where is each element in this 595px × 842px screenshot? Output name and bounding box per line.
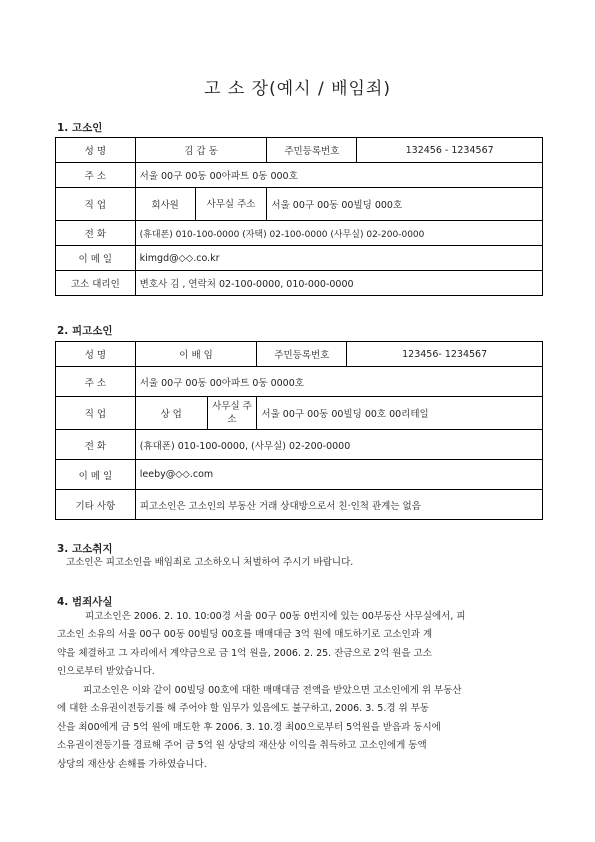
purpose-text: 고소인은 피고소인을 배임죄로 고소하오니 처벌하여 주시기 바랍니다.	[66, 557, 354, 568]
accused-name: 이 배 임	[135, 342, 257, 367]
facts-line: 에 대한 소유권이전등기를 해 주어야 할 임무가 있음에도 불구하고, 2006. 3. 5.경 위 부동	[57, 703, 430, 715]
address-label: 주 소	[56, 367, 136, 397]
agent-label: 고소 대리인	[56, 271, 136, 296]
phone-label: 전 화	[56, 221, 136, 246]
accused-office-address: 서울 00구 00동 00빌딩 00호 00리테일	[257, 397, 543, 430]
job-label: 직 업	[56, 397, 136, 430]
accused-phone: (휴대폰) 010-100-0000, (사무실) 02-200-0000	[135, 430, 542, 460]
facts-line: 약을 체결하고 그 자리에서 계약금으로 금 1억 원을, 2006. 2. 25. 잔금으로 2억 원을 고소	[57, 647, 432, 659]
complainant-address: 서울 00구 00동 00아파트 0동 000호	[135, 163, 542, 188]
accused-job: 상 업	[135, 397, 207, 430]
office-address-label: 사무실 주소	[195, 188, 267, 221]
complainant-phone: (휴대폰) 010-100-0000 (자택) 02-100-0000 (사무실) 02-200-0000	[135, 221, 542, 246]
job-label: 직 업	[56, 188, 136, 221]
complainant-name: 김 갑 동	[135, 138, 267, 163]
rrn-label: 주민등록번호	[267, 138, 357, 163]
facts-line: 인으로부터 받았습니다.	[57, 666, 155, 678]
facts-line: 피고소인은 2006. 2. 10. 10:00경 서울 00구 00동 0번지에 있는 00부동산 사무실에서, 피	[85, 611, 466, 622]
complainant-agent: 변호사 김 , 연락처 02-100-0000, 010-000-0000	[135, 271, 542, 296]
accused-email: leeby@◇◇.com	[135, 460, 542, 490]
complainant-job: 회사원	[135, 188, 195, 221]
section-heading-facts: 4. 범죄사실	[57, 596, 113, 608]
facts-line: 피고소인은 이와 같이 00빌딩 00호에 대한 매매대금 전액을 받았으면 고소인에게 위 부동산	[83, 685, 462, 696]
complainant-table	[55, 137, 543, 296]
complainant-email: kimgd@◇◇.co.kr	[135, 246, 542, 271]
facts-line: 고소인 소유의 서울 00구 00동 00빌딩 00호를 매매대금 3억 원에 매도하기로 고소인과 계	[57, 629, 433, 641]
section-heading-complainant: 1. 고소인	[57, 122, 103, 134]
facts-line: 산을 최00에게 금 5억 원에 매도한 후 2006. 3. 10.경 최00으로부터 5억원을 받음과 동시에	[57, 721, 441, 733]
accused-table	[55, 341, 543, 520]
section-heading-purpose: 3. 고소취지	[57, 543, 113, 555]
name-label: 성 명	[56, 342, 136, 367]
name-label: 성 명	[56, 138, 136, 163]
section-heading-accused: 2. 피고소인	[57, 325, 113, 337]
complainant-office-address: 서울 00구 00동 00빌딩 000호	[267, 188, 543, 221]
office-address-label: 사무실 주소	[207, 397, 257, 430]
email-label: 이 메 일	[56, 246, 136, 271]
accused-rrn: 123456- 1234567	[347, 342, 543, 367]
complainant-rrn: 132456 - 1234567	[357, 138, 543, 163]
accused-etc: 피고소인은 고소인의 부동산 거래 상대방으로서 친·인척 관계는 없음	[135, 490, 542, 520]
facts-line: 소유권이전등기를 경료해 주어 금 5억 원 상당의 재산상 이익을 취득하고 고소인에게 동액	[57, 740, 427, 752]
rrn-label: 주민등록번호	[257, 342, 347, 367]
address-label: 주 소	[56, 163, 136, 188]
facts-paragraph-1	[57, 608, 543, 682]
facts-line: 상당의 재산상 손해를 가하였습니다.	[57, 758, 207, 770]
phone-label: 전 화	[56, 430, 136, 460]
email-label: 이 메 일	[56, 460, 136, 490]
etc-label: 기타 사항	[56, 490, 136, 520]
accused-address: 서울 00구 00동 00아파트 0동 0000호	[135, 367, 542, 397]
document-title: 고 소 장(예시 / 배임죄)	[204, 79, 391, 99]
facts-paragraph-2	[57, 682, 543, 774]
